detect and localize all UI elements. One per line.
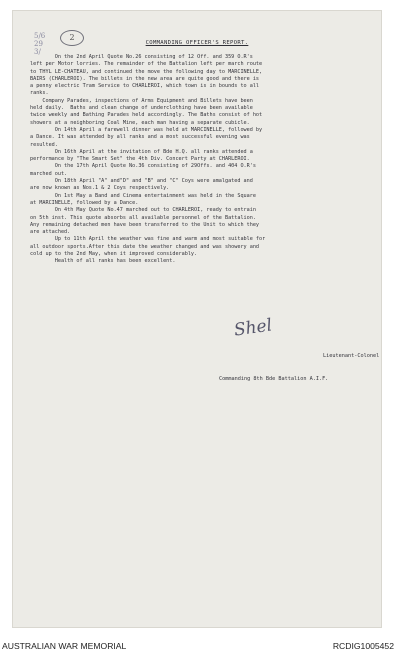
body-line: twice weekly and Bathing Parades held accordingly. The Baths consist of hot [30, 112, 263, 119]
body-line: performance by "The Smart Set" the 4th Div. Concert Party at CHARLEROI. [30, 156, 250, 163]
body-line: resulted. [30, 141, 58, 148]
body-line: On the 2nd April Quote No.26 consisting of 12 Off. and 359 O.R's [30, 54, 253, 60]
body-line: On 14th April a farewell dinner was held at MARCINELLE, followed by [30, 126, 263, 133]
body-line: left per Motor lorries. The remainder of the Battalion left per march route [30, 61, 263, 68]
body-line: a Dance. It was attended by all ranks and a most successful evening was [30, 134, 250, 141]
body-line: to THYL LE-CHATEAU, and continued the move the following day to MARCINELLE, [30, 68, 263, 75]
body-line: On 4th May Quote No.47 marched out to CHARLEROI, ready to entrain [30, 207, 256, 214]
body-line: held daily. Baths and clean change of underclothing have been available [30, 105, 253, 112]
body-line: are attached. [30, 229, 71, 236]
body-line: Up to 11th April the weather was fine and warm and most suitable for [30, 236, 266, 243]
pencil-note: 5/6 [34, 32, 46, 40]
page-number: 2 [60, 30, 84, 46]
body-line: Health of all ranks has been excellent. [30, 258, 176, 265]
report-title: COMMANDING OFFICER'S REPORT. [145, 40, 249, 46]
body-line: marched out. [30, 170, 68, 177]
body-line: showers at a neighboring Coal Mine, each man having a separate cubicle. [30, 119, 250, 126]
body-line: On 18th April "A" and"D" and "B" and "C" Coys were amalgated and [30, 178, 253, 185]
signatory-rank: Lieutenant-Colonel [323, 353, 380, 359]
body-line: are now known as Nos.1 & 2 Coys respectively. [30, 185, 170, 192]
pencil-note: 3/ [34, 48, 41, 56]
signature-block [219, 338, 379, 398]
body-line: cold up to the 2nd May, when it improved considerably. [30, 251, 198, 258]
body-line: Any remaining detached men have been transferred to the Unit to which they [30, 221, 260, 228]
archive-name: AUSTRALIAN WAR MEMORIAL [2, 641, 127, 651]
body-line: BAIRS (CHARLEROI). The billets in the new area are quite good and there is [30, 75, 260, 82]
body-line: On 1st May a Band and Cinema entertainment was held in the Square [30, 192, 256, 199]
body-line: On 16th April at the invitation of Bde H.Q. all ranks attended a [30, 148, 253, 155]
signatory-unit: Commanding 8th Bde Battalion A.I.F. [219, 375, 329, 382]
body-line: On the 17th April Quote No.36 consisting of 29Offs. and 404 O.R's [30, 163, 256, 170]
report-body [30, 54, 394, 266]
body-line: on 5th inst. This quote absorbs all available personnel of the Battalion. [30, 214, 256, 221]
body-line: at MARCINELLE, followed by a Dance. [30, 199, 139, 206]
body-line: all outdoor sports.After this date the weather changed and was showery and [30, 243, 260, 250]
body-line: a penny electric Tram Service to CHARLEROI, which town is in bounds to all [30, 83, 260, 90]
body-line: Company Parades, inspections of Arms Equipment and Billets have been [30, 97, 253, 104]
body-line: ranks. [30, 90, 49, 97]
record-id: RCDIG1005452 [332, 641, 394, 651]
handwritten-signature: Shel [232, 315, 274, 341]
pencil-note: 29 [34, 40, 43, 48]
document-page [12, 10, 382, 628]
